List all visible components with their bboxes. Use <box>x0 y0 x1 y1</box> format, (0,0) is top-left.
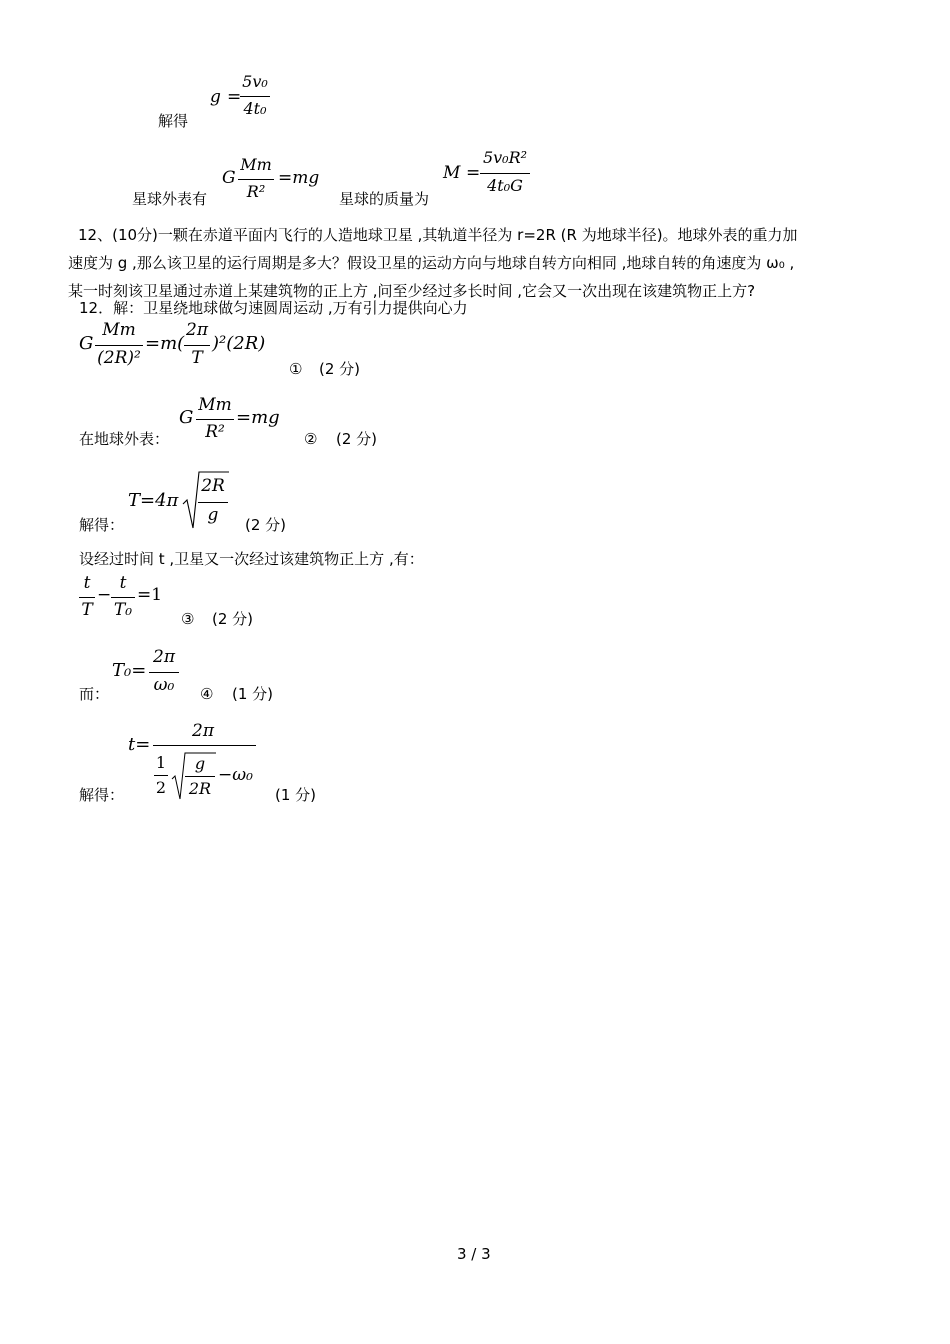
eq2-denominator: R² <box>205 422 225 442</box>
eq6-root-fraction <box>185 754 215 802</box>
eq5-fraction <box>149 647 179 699</box>
g-result-label: 解得 <box>158 112 189 130</box>
eq4-numerator-2: t <box>119 573 127 593</box>
eq3-label: 解得： <box>79 516 125 534</box>
eq5-label: 而： <box>79 685 110 703</box>
eq3-numerator: 2R <box>201 476 225 496</box>
problem-line-2: 速度为 g ,那么该卫星的运行周期是多大？假设卫星的运动方向与地球自转方向相同 ,地球自转的角速度为 ω₀ , <box>68 254 795 272</box>
surface-rhs: =mg <box>278 168 320 188</box>
eq5-lhs: T₀= <box>112 660 147 681</box>
root-numerator: g <box>194 754 206 773</box>
eq4-denominator-2: T₀ <box>113 600 133 620</box>
eq4-score: (2 分) <box>212 610 254 628</box>
g-numerator: 5v₀ <box>242 72 268 91</box>
problem-12-text <box>68 221 888 305</box>
eq6-half <box>154 753 168 801</box>
mass-numerator: 5v₀R² <box>482 148 528 167</box>
fraction-bar <box>480 173 530 174</box>
eq4-numerator-1: t <box>83 573 91 593</box>
fraction-bar <box>185 776 215 777</box>
eq2-G: G <box>179 407 194 428</box>
eq3-lhs: T=4π <box>128 490 179 511</box>
fraction-bar <box>240 96 270 97</box>
half-denominator: 2 <box>155 778 167 797</box>
surface-denominator: R² <box>246 182 266 201</box>
eq1-fraction-2 <box>184 320 210 376</box>
eq6-numerator: 2π <box>192 721 214 741</box>
eq1-score: (2 分) <box>319 360 361 378</box>
eq2-numerator: Mm <box>198 395 232 415</box>
eq1-mark: ① <box>289 360 303 378</box>
g-denominator: 4t₀ <box>243 99 267 118</box>
eq1-numerator-2: 2π <box>186 320 208 340</box>
surface-numerator: Mm <box>240 155 272 174</box>
eq5-numerator: 2π <box>153 647 175 667</box>
fraction-bar <box>184 345 210 346</box>
solution-intro: 12．解：卫星绕地球做匀速圆周运动 ,万有引力提供向心力 <box>79 299 468 317</box>
eq1-denominator: (2R)² <box>97 348 141 368</box>
fraction-bar <box>95 345 143 346</box>
g-symbol: g <box>210 87 221 107</box>
eq4-fraction-2 <box>111 573 135 625</box>
eq4-mark: ③ <box>181 610 195 628</box>
fraction-bar <box>198 502 228 503</box>
fraction-bar <box>111 597 135 598</box>
eq5-mark: ④ <box>200 685 214 703</box>
eq2-score: (2 分) <box>336 430 378 448</box>
eq4-rhs: =1 <box>137 585 163 605</box>
eq1-denominator-2: T <box>191 348 203 368</box>
eq1-tail: )²(2R) <box>212 333 266 354</box>
gravity-constant: G <box>222 168 236 188</box>
eq4-fraction-1 <box>79 573 95 625</box>
eq4-minus: − <box>97 585 112 605</box>
g-fraction <box>240 72 270 122</box>
eq3-score: (2 分) <box>245 516 287 534</box>
surface-label: 星球外表有 <box>132 190 208 208</box>
eq2-mark: ② <box>304 430 318 448</box>
eq3-fraction <box>198 476 228 528</box>
fraction-bar <box>196 419 234 420</box>
eq1-numerator: Mm <box>102 320 136 340</box>
eq6-label: 解得： <box>79 786 125 804</box>
page-number: 3 / 3 <box>457 1245 491 1263</box>
mass-denominator: 4t₀G <box>487 176 523 195</box>
mass-symbol: M <box>443 163 461 183</box>
surface-fraction <box>238 155 274 205</box>
half-numerator: 1 <box>155 753 167 772</box>
g-equals: = <box>227 87 242 107</box>
solution-setup: 设经过时间 t ,卫星又一次经过该建筑物正上方 ,有： <box>79 550 424 568</box>
fraction-bar <box>149 672 179 673</box>
eq1-mid: =m( <box>145 333 185 354</box>
eq5-denominator: ω₀ <box>153 675 175 695</box>
eq4-denominator-1: T <box>81 600 93 620</box>
eq2-rhs: =mg <box>236 407 280 428</box>
problem-line-3: 某一时刻该卫星通过赤道上某建筑物的正上方 ,问至少经过多长时间 ,它会又一次出现在该建筑物正上方? <box>68 282 756 300</box>
mass-equals: = <box>466 163 481 183</box>
root-denominator: 2R <box>188 779 212 798</box>
problem-line-1: 12、(10分)一颗在赤道平面内飞行的人造地球卫星 ,其轨道半径为 r=2R (R 为地球半径)。地球外表的重力加 <box>78 226 798 244</box>
eq6-lhs: t= <box>128 734 151 755</box>
mass-label: 星球的质量为 <box>339 190 430 208</box>
eq3-denominator: g <box>207 505 219 525</box>
eq2-fraction <box>196 395 234 447</box>
fraction-bar <box>238 179 274 180</box>
mass-fraction <box>480 148 530 200</box>
eq2-label: 在地球外表： <box>79 430 170 448</box>
fraction-bar <box>79 597 95 598</box>
fraction-bar <box>153 745 256 746</box>
eq5-score: (1 分) <box>232 685 274 703</box>
eq1-fraction <box>95 320 143 376</box>
fraction-bar <box>154 775 168 776</box>
eq6-score: (1 分) <box>275 786 317 804</box>
eq1-G: G <box>79 333 94 354</box>
eq6-tail: −ω₀ <box>218 765 253 785</box>
